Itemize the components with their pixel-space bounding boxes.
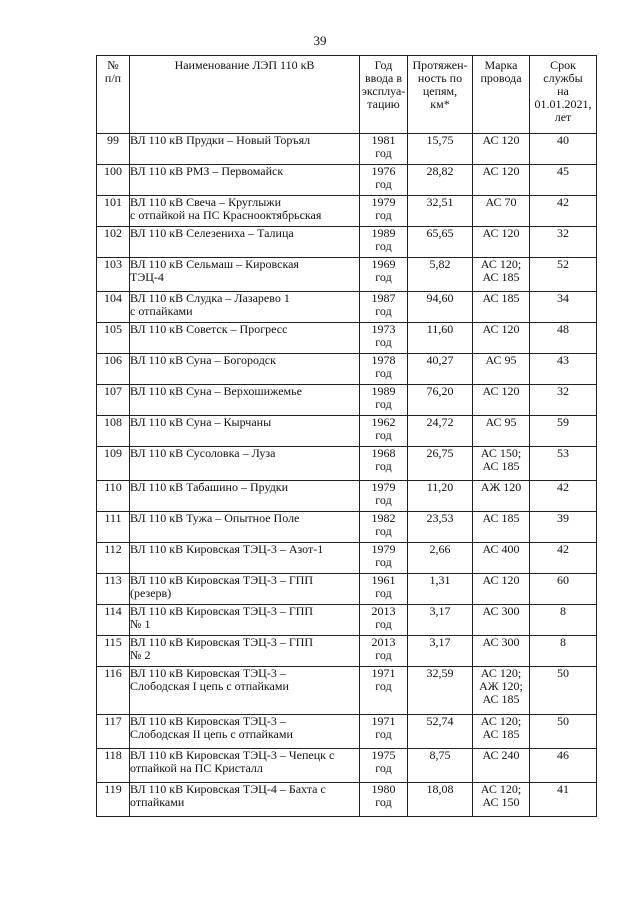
year-value: 1976 [371,164,396,178]
commission-year-cell [360,323,408,354]
table-row [97,447,597,481]
line-name-cell: ВЛ 110 кВ Селезениха – Талица [130,227,360,258]
wire-grade-cell: АС 120; АС 150 [473,783,530,817]
year-value: 1982 [371,511,396,525]
header-wire: Марка провода [473,56,530,134]
row-number-cell: 113 [97,574,130,605]
length-cell: 1,31 [408,574,473,605]
year-value: 1962 [371,415,396,429]
year-value: 1971 [371,714,396,728]
commission-year-cell [360,481,408,512]
year-value: 1987 [371,291,396,305]
service-life-cell: 32 [530,385,597,416]
year-unit: год [375,459,392,473]
year-value: 1989 [371,226,396,240]
service-life-cell: 40 [530,134,597,165]
line-name-cell: ВЛ 110 кВ Свеча – Круглыжи с отпайкой на ПС Краснооктябрьская [130,196,360,227]
row-number-cell: 105 [97,323,130,354]
year-unit: год [375,679,392,693]
length-cell: 5,82 [408,258,473,292]
year-unit: год [375,270,392,284]
wire-grade-cell: АС 185 [473,512,530,543]
row-number-cell: 110 [97,481,130,512]
wire-grade-cell: АС 150; АС 185 [473,447,530,481]
year-unit: год [375,366,392,380]
year-value: 1980 [371,782,396,796]
commission-year-cell [360,667,408,715]
length-cell: 32,51 [408,196,473,227]
year-value: 1979 [371,542,396,556]
table-row [97,323,597,354]
service-life-cell: 50 [530,715,597,749]
wire-grade-cell: АС 120 [473,574,530,605]
service-life-cell: 53 [530,447,597,481]
row-number-cell: 103 [97,258,130,292]
commission-year-cell [360,385,408,416]
year-unit: год [375,239,392,253]
year-value: 1975 [371,748,396,762]
line-name-cell: ВЛ 110 кВ Табашино – Прудки [130,481,360,512]
commission-year-cell [360,543,408,574]
wire-grade-cell: АС 120 [473,385,530,416]
table-row [97,783,597,817]
line-name-cell: ВЛ 110 кВ Кировская ТЭЦ-3 – Слободская II цепь с отпайками [130,715,360,749]
year-unit: год [375,335,392,349]
commission-year-cell [360,292,408,323]
service-life-cell: 59 [530,416,597,447]
length-cell: 65,65 [408,227,473,258]
year-value: 2013 [371,604,396,618]
year-unit: год [375,208,392,222]
commission-year-cell [360,636,408,667]
table-row [97,134,597,165]
service-life-cell: 50 [530,667,597,715]
commission-year-cell [360,605,408,636]
row-number-cell: 112 [97,543,130,574]
commission-year-cell [360,416,408,447]
wire-grade-cell: АС 120; АС 185 [473,258,530,292]
year-value: 1968 [371,446,396,460]
line-name-cell: ВЛ 110 кВ Советск – Прогресс [130,323,360,354]
row-number-cell: 100 [97,165,130,196]
wire-grade-cell: АС 120 [473,227,530,258]
year-unit: год [375,795,392,809]
table-body [97,134,597,817]
year-unit: год [375,146,392,160]
wire-grade-cell: АС 95 [473,354,530,385]
row-number-cell: 117 [97,715,130,749]
row-number-cell: 107 [97,385,130,416]
commission-year-cell [360,354,408,385]
table-row [97,227,597,258]
service-life-cell: 46 [530,749,597,783]
line-name-cell: ВЛ 110 кВ Кировская ТЭЦ-3 – ГПП (резерв) [130,574,360,605]
line-name-cell: ВЛ 110 кВ Кировская ТЭЦ-3 – Слободская I цепь с отпайками [130,667,360,715]
wire-grade-cell: АС 400 [473,543,530,574]
year-unit: год [375,177,392,191]
wire-grade-cell: АС 120 [473,323,530,354]
table-row [97,258,597,292]
year-unit: год [375,304,392,318]
table-row [97,196,597,227]
table-row [97,165,597,196]
commission-year-cell [360,196,408,227]
service-life-cell: 41 [530,783,597,817]
power-lines-table [96,55,597,817]
service-life-cell: 34 [530,292,597,323]
header-length: Протяжен- ность по цепям, км* [408,56,473,134]
line-name-cell: ВЛ 110 кВ Слудка – Лазарево 1 с отпайками [130,292,360,323]
table-row [97,605,597,636]
year-value: 1981 [371,133,396,147]
line-name-cell: ВЛ 110 кВ Сельмаш – Кировская ТЭЦ-4 [130,258,360,292]
year-unit: год [375,617,392,631]
row-number-cell: 118 [97,749,130,783]
commission-year-cell [360,258,408,292]
page-number: 39 [313,33,327,48]
line-name-cell: ВЛ 110 кВ Суна – Богородск [130,354,360,385]
line-name-cell: ВЛ 110 кВ Тужа – Опытное Поле [130,512,360,543]
service-life-cell: 43 [530,354,597,385]
length-cell: 26,75 [408,447,473,481]
year-unit: год [375,397,392,411]
row-number-cell: 99 [97,134,130,165]
table-row [97,543,597,574]
table-row [97,416,597,447]
length-cell: 18,08 [408,783,473,817]
line-name-cell: ВЛ 110 кВ РМЗ – Первомайск [130,165,360,196]
commission-year-cell [360,227,408,258]
wire-grade-cell: АС 120 [473,165,530,196]
year-value: 1961 [371,573,396,587]
table-row [97,715,597,749]
row-number-cell: 104 [97,292,130,323]
table-row [97,354,597,385]
table-row [97,574,597,605]
year-value: 1989 [371,384,396,398]
commission-year-cell [360,715,408,749]
wire-grade-cell: АС 95 [473,416,530,447]
line-name-cell: ВЛ 110 кВ Кировская ТЭЦ-3 – ГПП № 1 [130,605,360,636]
commission-year-cell [360,783,408,817]
commission-year-cell [360,512,408,543]
year-unit: год [375,493,392,507]
service-life-cell: 32 [530,227,597,258]
commission-year-cell [360,447,408,481]
length-cell: 8,75 [408,749,473,783]
wire-grade-cell: АС 185 [473,292,530,323]
row-number-cell: 116 [97,667,130,715]
wire-grade-cell: АС 70 [473,196,530,227]
wire-grade-cell: АС 120; АЖ 120; АС 185 [473,667,530,715]
year-unit: год [375,648,392,662]
year-unit: год [375,555,392,569]
length-cell: 3,17 [408,636,473,667]
year-value: 1979 [371,480,396,494]
service-life-cell: 48 [530,323,597,354]
length-cell: 2,66 [408,543,473,574]
line-name-cell: ВЛ 110 кВ Сусоловка – Луза [130,447,360,481]
length-cell: 11,20 [408,481,473,512]
year-value: 1971 [371,666,396,680]
line-name-cell: ВЛ 110 кВ Кировская ТЭЦ-3 – Азот-1 [130,543,360,574]
row-number-cell: 108 [97,416,130,447]
length-cell: 15,75 [408,134,473,165]
year-value: 1973 [371,322,396,336]
service-life-cell: 42 [530,196,597,227]
header-year: Год ввода в эксплуа- тацию [360,56,408,134]
row-number-cell: 119 [97,783,130,817]
table-row [97,292,597,323]
service-life-cell: 42 [530,481,597,512]
service-life-cell: 42 [530,543,597,574]
table-row [97,512,597,543]
header-life: Срок службы на 01.01.2021, лет [530,56,597,134]
table-row [97,667,597,715]
year-unit: год [375,586,392,600]
commission-year-cell [360,165,408,196]
header-num: № п/п [97,56,130,134]
length-cell: 3,17 [408,605,473,636]
wire-grade-cell: АС 120 [473,134,530,165]
year-unit: год [375,428,392,442]
line-name-cell: ВЛ 110 кВ Кировская ТЭЦ-3 – ГПП № 2 [130,636,360,667]
commission-year-cell [360,574,408,605]
table-row [97,481,597,512]
length-cell: 11,60 [408,323,473,354]
length-cell: 94,60 [408,292,473,323]
year-value: 1978 [371,353,396,367]
table-row [97,385,597,416]
service-life-cell: 60 [530,574,597,605]
length-cell: 40,27 [408,354,473,385]
length-cell: 28,82 [408,165,473,196]
service-life-cell: 45 [530,165,597,196]
service-life-cell: 8 [530,605,597,636]
wire-grade-cell: АЖ 120 [473,481,530,512]
line-name-cell: ВЛ 110 кВ Суна – Кырчаны [130,416,360,447]
row-number-cell: 114 [97,605,130,636]
year-unit: год [375,761,392,775]
commission-year-cell [360,134,408,165]
year-unit: год [375,524,392,538]
wire-grade-cell: АС 300 [473,636,530,667]
length-cell: 76,20 [408,385,473,416]
commission-year-cell [360,749,408,783]
wire-grade-cell: АС 240 [473,749,530,783]
line-name-cell: ВЛ 110 кВ Прудки – Новый Торъял [130,134,360,165]
table-row [97,749,597,783]
length-cell: 24,72 [408,416,473,447]
table-header-row [97,56,597,134]
row-number-cell: 101 [97,196,130,227]
line-name-cell: ВЛ 110 кВ Кировская ТЭЦ-3 – Чепецк с отпайкой на ПС Кристалл [130,749,360,783]
row-number-cell: 109 [97,447,130,481]
year-value: 1979 [371,195,396,209]
line-name-cell: ВЛ 110 кВ Кировская ТЭЦ-4 – Бахта с отпайками [130,783,360,817]
length-cell: 23,53 [408,512,473,543]
row-number-cell: 111 [97,512,130,543]
length-cell: 52,74 [408,715,473,749]
row-number-cell: 115 [97,636,130,667]
line-name-cell: ВЛ 110 кВ Суна – Верхошижемье [130,385,360,416]
year-value: 2013 [371,635,396,649]
length-cell: 32,59 [408,667,473,715]
wire-grade-cell: АС 120; АС 185 [473,715,530,749]
year-value: 1969 [371,257,396,271]
header-name: Наименование ЛЭП 110 кВ [130,56,360,134]
row-number-cell: 106 [97,354,130,385]
service-life-cell: 52 [530,258,597,292]
row-number-cell: 102 [97,227,130,258]
wire-grade-cell: АС 300 [473,605,530,636]
year-unit: год [375,727,392,741]
table-row [97,636,597,667]
service-life-cell: 39 [530,512,597,543]
service-life-cell: 8 [530,636,597,667]
